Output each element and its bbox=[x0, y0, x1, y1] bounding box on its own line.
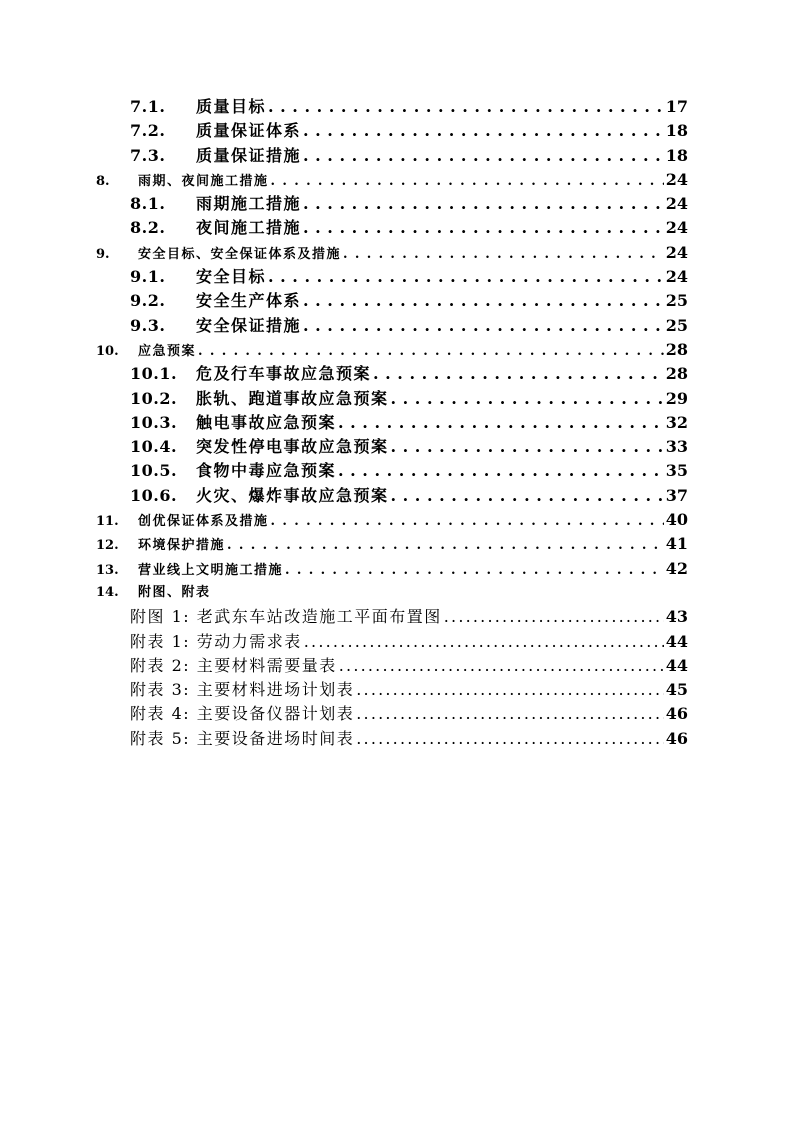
toc-entry-title: 安全目标、安全保证体系及措施 bbox=[138, 246, 342, 262]
toc-entry-number: 7.2. bbox=[130, 121, 166, 141]
toc-entry-number: 10.4. bbox=[130, 437, 178, 457]
toc-entry-page: 24 bbox=[665, 194, 688, 214]
toc-dot-leader bbox=[285, 559, 664, 583]
toc-entry-page: 18 bbox=[665, 121, 688, 141]
toc-dot-leader bbox=[343, 243, 664, 267]
toc-entry-page: 25 bbox=[665, 291, 688, 311]
toc-dot-leader bbox=[271, 510, 664, 534]
toc-dot-leader bbox=[338, 459, 664, 483]
toc-entry-number: 8. bbox=[96, 173, 110, 189]
toc-entry-page: 29 bbox=[665, 388, 688, 408]
toc-entry-number: 14. bbox=[96, 584, 119, 600]
toc-entry-number: 12. bbox=[96, 538, 119, 554]
toc-entry[interactable] bbox=[96, 557, 688, 581]
toc-entry[interactable] bbox=[96, 362, 688, 386]
toc-dot-leader bbox=[339, 654, 664, 678]
toc-entry-page: 44 bbox=[665, 655, 688, 675]
toc-entry[interactable] bbox=[96, 678, 688, 702]
toc-entry-number: 8.2. bbox=[130, 218, 166, 238]
table-of-contents bbox=[96, 95, 688, 751]
toc-entry-number: 9.3. bbox=[130, 315, 166, 335]
toc-dot-leader bbox=[303, 119, 664, 143]
toc-dot-leader bbox=[356, 678, 663, 702]
toc-entry[interactable] bbox=[96, 581, 688, 605]
toc-entry[interactable] bbox=[96, 605, 688, 629]
toc-entry-page: 41 bbox=[665, 534, 688, 554]
toc-entry-page: 18 bbox=[665, 145, 688, 165]
toc-entry[interactable] bbox=[96, 289, 688, 313]
toc-dot-leader bbox=[198, 340, 664, 364]
toc-entry-page: 24 bbox=[665, 218, 688, 238]
toc-entry-page: 46 bbox=[665, 704, 688, 724]
toc-entry-title: 环境保护措施 bbox=[138, 538, 226, 554]
toc-entry[interactable] bbox=[96, 411, 688, 435]
toc-dot-leader bbox=[268, 95, 664, 119]
toc-dot-leader bbox=[444, 605, 664, 629]
toc-entry[interactable] bbox=[96, 532, 688, 556]
toc-dot-leader bbox=[303, 289, 664, 313]
toc-entry-title: 触电事故应急预案 bbox=[196, 412, 337, 432]
toc-dot-leader bbox=[268, 265, 664, 289]
toc-entry-page: 25 bbox=[665, 315, 688, 335]
toc-entry-title: 质量保证措施 bbox=[196, 145, 302, 165]
toc-entry-title: 食物中毒应急预案 bbox=[196, 461, 337, 481]
toc-dot-leader bbox=[271, 170, 664, 194]
toc-entry[interactable] bbox=[96, 241, 688, 265]
toc-entry-page: 43 bbox=[665, 607, 688, 627]
toc-entry-number: 10. bbox=[96, 343, 119, 359]
toc-entry-number: 8.1. bbox=[130, 194, 166, 214]
toc-dot-leader bbox=[356, 702, 663, 726]
toc-entry-page: 40 bbox=[665, 510, 688, 530]
toc-dot-leader bbox=[303, 216, 664, 240]
toc-entry-page: 37 bbox=[665, 485, 688, 505]
toc-entry-number: 9. bbox=[96, 246, 110, 262]
toc-entry-title: 危及行车事故应急预案 bbox=[196, 364, 372, 384]
toc-entry-page: 24 bbox=[665, 169, 688, 189]
toc-entry-number: 10.1. bbox=[130, 364, 178, 384]
toc-entry[interactable] bbox=[96, 168, 688, 192]
toc-entry-title: 质量保证体系 bbox=[196, 121, 302, 141]
toc-dot-leader bbox=[303, 314, 664, 338]
toc-entry-page: 46 bbox=[665, 728, 688, 748]
toc-entry[interactable] bbox=[96, 314, 688, 338]
toc-entry[interactable] bbox=[96, 459, 688, 483]
toc-entry-page: 33 bbox=[665, 437, 688, 457]
toc-entry-title: 应急预案 bbox=[138, 343, 197, 359]
toc-dot-leader bbox=[391, 435, 664, 459]
toc-entry-title: 雨期、夜间施工措施 bbox=[138, 173, 269, 189]
toc-entry-number: 11. bbox=[96, 514, 119, 530]
toc-dot-leader bbox=[303, 192, 664, 216]
toc-entry-page: 28 bbox=[665, 364, 688, 384]
toc-entry-title: 附表 2: 主要材料需要量表 bbox=[130, 655, 337, 675]
toc-entry[interactable] bbox=[96, 192, 688, 216]
toc-entry[interactable] bbox=[96, 630, 688, 654]
toc-entry[interactable] bbox=[96, 95, 688, 119]
toc-entry-title: 安全生产体系 bbox=[196, 291, 302, 311]
toc-entry-page: 45 bbox=[665, 680, 688, 700]
toc-entry[interactable] bbox=[96, 654, 688, 678]
toc-entry[interactable] bbox=[96, 484, 688, 508]
toc-entry-title: 火灾、爆炸事故应急预案 bbox=[196, 485, 389, 505]
toc-entry-title: 质量目标 bbox=[196, 97, 267, 116]
toc-entry-page: 44 bbox=[665, 631, 688, 651]
toc-entry-page: 24 bbox=[665, 267, 688, 287]
toc-entry[interactable] bbox=[96, 144, 688, 168]
toc-entry-page: 35 bbox=[665, 461, 688, 481]
toc-dot-leader bbox=[304, 630, 664, 654]
toc-entry[interactable] bbox=[96, 338, 688, 362]
toc-entry[interactable] bbox=[96, 119, 688, 143]
toc-entry-page: 28 bbox=[665, 339, 688, 359]
toc-entry-title: 附图 1: 老武东车站改造施工平面布置图 bbox=[130, 607, 442, 627]
toc-entry-page: 24 bbox=[665, 242, 688, 262]
toc-entry-page: 32 bbox=[665, 412, 688, 432]
toc-entry-number: 10.2. bbox=[130, 388, 178, 408]
toc-entry-title: 夜间施工措施 bbox=[196, 218, 302, 238]
toc-dot-leader bbox=[391, 484, 664, 508]
toc-dot-leader bbox=[356, 727, 663, 751]
toc-entry-number: 7.1. bbox=[130, 97, 166, 116]
toc-dot-leader bbox=[373, 362, 664, 386]
toc-entry-number: 9.2. bbox=[130, 291, 166, 311]
toc-entry[interactable] bbox=[96, 216, 688, 240]
toc-entry[interactable] bbox=[96, 508, 688, 532]
toc-dot-leader bbox=[338, 411, 664, 435]
toc-entry-title: 附表 3: 主要材料进场计划表 bbox=[130, 680, 355, 700]
toc-entry-title: 附图、附表 bbox=[138, 584, 211, 600]
toc-entry-title: 附表 4: 主要设备仪器计划表 bbox=[130, 704, 355, 724]
toc-dot-leader bbox=[303, 144, 664, 168]
toc-entry-page: 42 bbox=[665, 558, 688, 578]
toc-entry-title: 安全保证措施 bbox=[196, 315, 302, 335]
toc-entry-title: 创优保证体系及措施 bbox=[138, 514, 269, 530]
toc-entry[interactable] bbox=[96, 727, 688, 751]
toc-dot-leader bbox=[227, 534, 664, 558]
toc-entry-number: 7.3. bbox=[130, 145, 166, 165]
toc-entry-number: 13. bbox=[96, 562, 119, 578]
toc-entry-title: 附表 5: 主要设备进场时间表 bbox=[130, 728, 355, 748]
toc-entry[interactable] bbox=[96, 702, 688, 726]
toc-entry-title: 突发性停电事故应急预案 bbox=[196, 437, 389, 457]
toc-entry[interactable] bbox=[96, 435, 688, 459]
toc-entry-number: 10.6. bbox=[130, 485, 178, 505]
toc-entry-number: 9.1. bbox=[130, 267, 166, 287]
toc-entry[interactable] bbox=[96, 265, 688, 289]
toc-entry-title: 附表 1: 劳动力需求表 bbox=[130, 631, 302, 651]
toc-dot-leader bbox=[391, 387, 664, 411]
toc-entry-title: 雨期施工措施 bbox=[196, 194, 302, 214]
toc-entry[interactable] bbox=[96, 387, 688, 411]
toc-entry-title: 安全目标 bbox=[196, 267, 267, 287]
toc-entry-number: 10.5. bbox=[130, 461, 178, 481]
toc-entry-title: 营业线上文明施工措施 bbox=[138, 562, 284, 578]
toc-entry-number: 10.3. bbox=[130, 412, 178, 432]
toc-entry-title: 胀轨、跑道事故应急预案 bbox=[196, 388, 389, 408]
toc-entry-page: 17 bbox=[665, 97, 688, 116]
